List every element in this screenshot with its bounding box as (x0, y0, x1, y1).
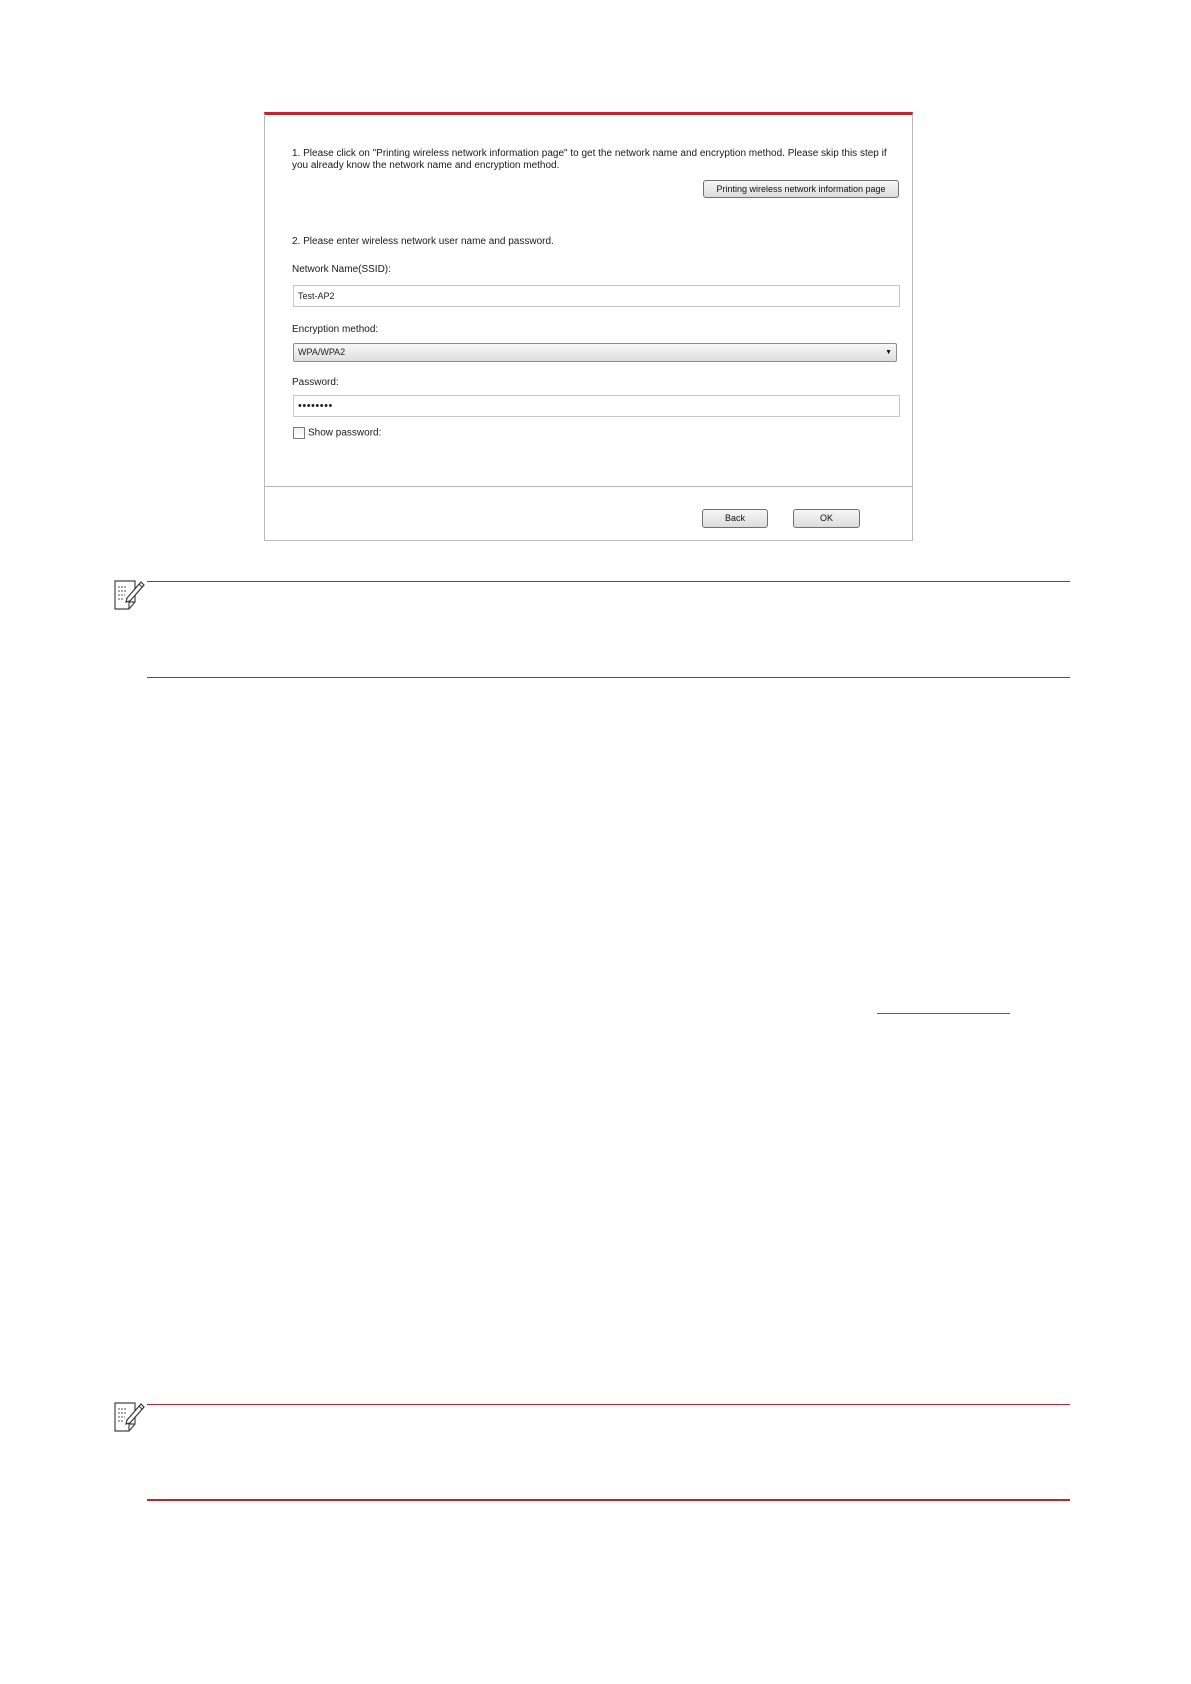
show-password-checkbox[interactable] (293, 427, 305, 439)
print-network-info-button[interactable]: Printing wireless network information page (703, 180, 899, 198)
ssid-input[interactable]: Test-AP2 (293, 285, 900, 307)
hyperlink-underline[interactable] (877, 1013, 1010, 1014)
wireless-setup-dialog (264, 112, 913, 541)
note-bottom-rule (147, 1499, 1070, 1501)
password-input[interactable]: •••••••• (293, 395, 900, 417)
encryption-select[interactable] (293, 343, 897, 362)
note-bottom-rule (147, 677, 1070, 678)
chevron-down-icon: ▼ (885, 349, 892, 356)
note-pencil-icon (112, 578, 148, 614)
back-button[interactable]: Back (702, 509, 768, 528)
show-password-row[interactable] (293, 427, 381, 441)
encryption-label: Encryption method: (292, 324, 379, 335)
password-label: Password: (292, 377, 339, 388)
step2-instruction: 2. Please enter wireless network user name and password. (292, 236, 554, 247)
encryption-select-value: WPA/WPA2 (298, 347, 346, 357)
note-pencil-icon (112, 1400, 148, 1436)
show-password-label: Show password: (308, 427, 382, 439)
note-top-rule (147, 581, 1070, 582)
note-top-rule (147, 1404, 1070, 1405)
ssid-label: Network Name(SSID): (292, 264, 391, 275)
step1-instruction: 1. Please click on "Printing wireless network information page" to get the network name and encryption method. Please skip this step if you already know the network name and encryption method. (292, 148, 887, 171)
ok-button[interactable]: OK (793, 509, 860, 528)
dialog-divider (265, 486, 912, 487)
